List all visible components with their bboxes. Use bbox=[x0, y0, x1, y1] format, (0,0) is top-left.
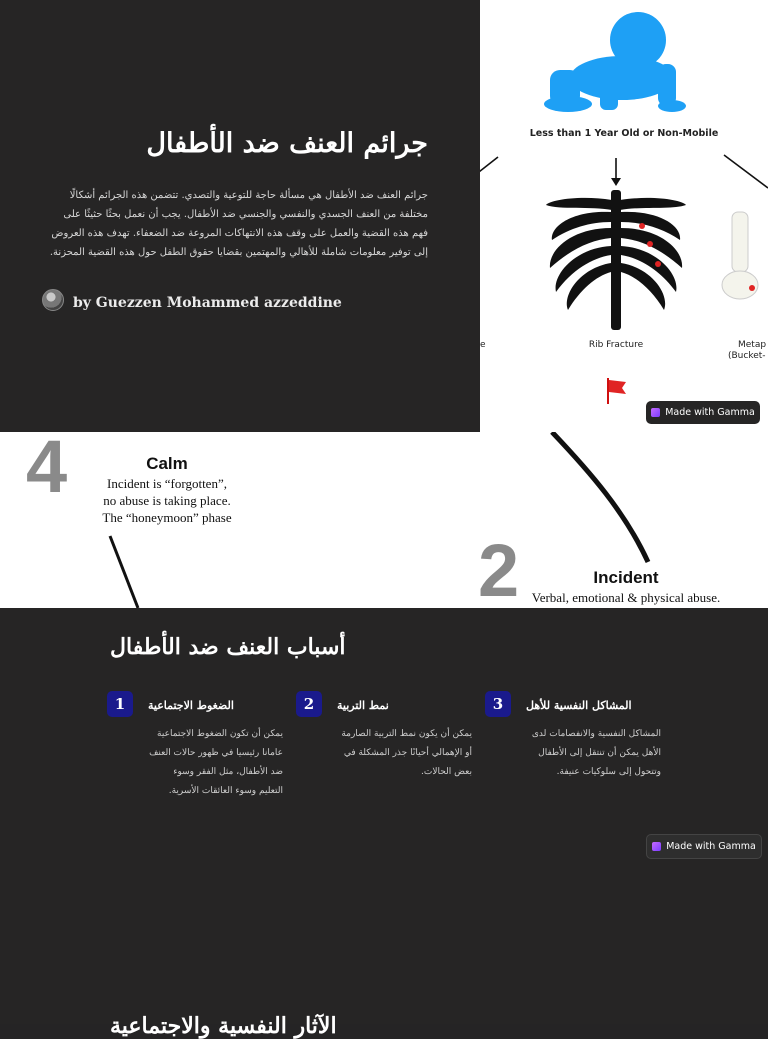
causes-title: أسباب العنف ضد الأطفال bbox=[110, 634, 346, 660]
calm-line-1: Incident is “forgotten”, bbox=[107, 476, 227, 491]
bone-icon bbox=[722, 212, 758, 299]
arrow-right bbox=[724, 155, 768, 188]
baby-icon bbox=[544, 12, 686, 112]
cause-title-2: نمط التربية bbox=[337, 699, 389, 712]
cause-text-2: يمكن أن يكون نمط التربية الصارمة أو الإهمالي أحيانًا جذر المشكلة في بعض الحالات. bbox=[341, 729, 472, 777]
rib-fracture-label: Rib Fracture bbox=[588, 340, 644, 350]
cause-number-2: 2 bbox=[296, 691, 322, 717]
calm-title: Calm bbox=[146, 454, 188, 473]
gamma-logo-icon bbox=[652, 842, 661, 851]
injury-diagram bbox=[480, 0, 768, 432]
cause-text-1: يمكن أن تكون الضغوط الاجتماعية عامانا رئيسيا في ظهور حالات العنف ضد الأطفال، مثل الفقر وسوء التعليم وسوء العائقات الأسرية. bbox=[149, 729, 283, 796]
diagram-heading: Less than 1 Year Old or Non-Mobile bbox=[529, 128, 719, 139]
cause-card-3 bbox=[485, 691, 511, 717]
incident-title: Incident bbox=[593, 568, 659, 587]
cause-text-3: المشاكل النفسية والانفصامات لدى الأهل يمكن أن تنتقل إلى الأطفال وتتحول إلى سلوكيات عنيفة. bbox=[531, 729, 661, 777]
metaphyseal-label: Metap bbox=[738, 340, 767, 350]
made-with-gamma-badge-2[interactable] bbox=[646, 834, 762, 859]
calm-line-2: no abuse is taking place. bbox=[103, 493, 231, 508]
next-slide-title: الآثار النفسية والاجتماعية bbox=[110, 1013, 337, 1039]
cycle-step-number-2: 2 bbox=[478, 529, 520, 608]
calm-line-3: The “honeymoon” phase bbox=[102, 510, 232, 525]
cause-title-1: الضغوط الاجتماعية bbox=[148, 699, 234, 712]
left-label: e bbox=[480, 340, 486, 350]
author-avatar bbox=[42, 289, 64, 311]
slide-description: جرائم العنف ضد الأطفال هي مسألة حاجة للتوعية والتصدي. تتضمن هذه الجرائم أشكالًا مختلفة من العنف الجسدي والنفسي والجنسي ضد الأطفال. يجب أن نعمل بحثًا حثيثًا على فهم هذه القضية والعمل على وقف هذه الانتهاكات المروعة ضد الضعفاء. تهدف هذه العروض إلى توفير معلومات شاملة للأهالي والمهتمين بقضايا حقوق الطفل حول هذه القضية المحزنة. bbox=[49, 190, 428, 258]
cause-card-1 bbox=[107, 691, 133, 717]
title-slide bbox=[0, 0, 480, 432]
injury-diagram-graphic bbox=[480, 0, 768, 432]
causes-slide bbox=[0, 608, 768, 1039]
author-name: by Guezzen Mohammed azzeddine bbox=[73, 295, 342, 311]
cause-card-2 bbox=[296, 691, 322, 717]
incident-text: Verbal, emotional & physical abuse. bbox=[531, 590, 721, 605]
arrow-left bbox=[480, 157, 498, 175]
abuse-cycle-image bbox=[0, 432, 768, 608]
metaphyseal-label-2: (Bucket- bbox=[728, 351, 766, 361]
cause-number-3: 3 bbox=[485, 691, 511, 717]
badge-label: Made with Gamma bbox=[665, 407, 755, 418]
cause-title-3: المشاكل النفسية للأهل bbox=[526, 699, 632, 712]
red-flag-icon bbox=[608, 378, 626, 404]
made-with-gamma-badge[interactable] bbox=[646, 401, 760, 424]
ribcage-icon bbox=[546, 190, 686, 330]
badge-label: Made with Gamma bbox=[666, 841, 756, 852]
gamma-logo-icon bbox=[651, 408, 660, 417]
cause-number-1: 1 bbox=[107, 691, 133, 717]
cycle-step-number-4: 4 bbox=[26, 432, 68, 508]
slide-title: جرائم العنف ضد الأطفال bbox=[146, 128, 428, 159]
